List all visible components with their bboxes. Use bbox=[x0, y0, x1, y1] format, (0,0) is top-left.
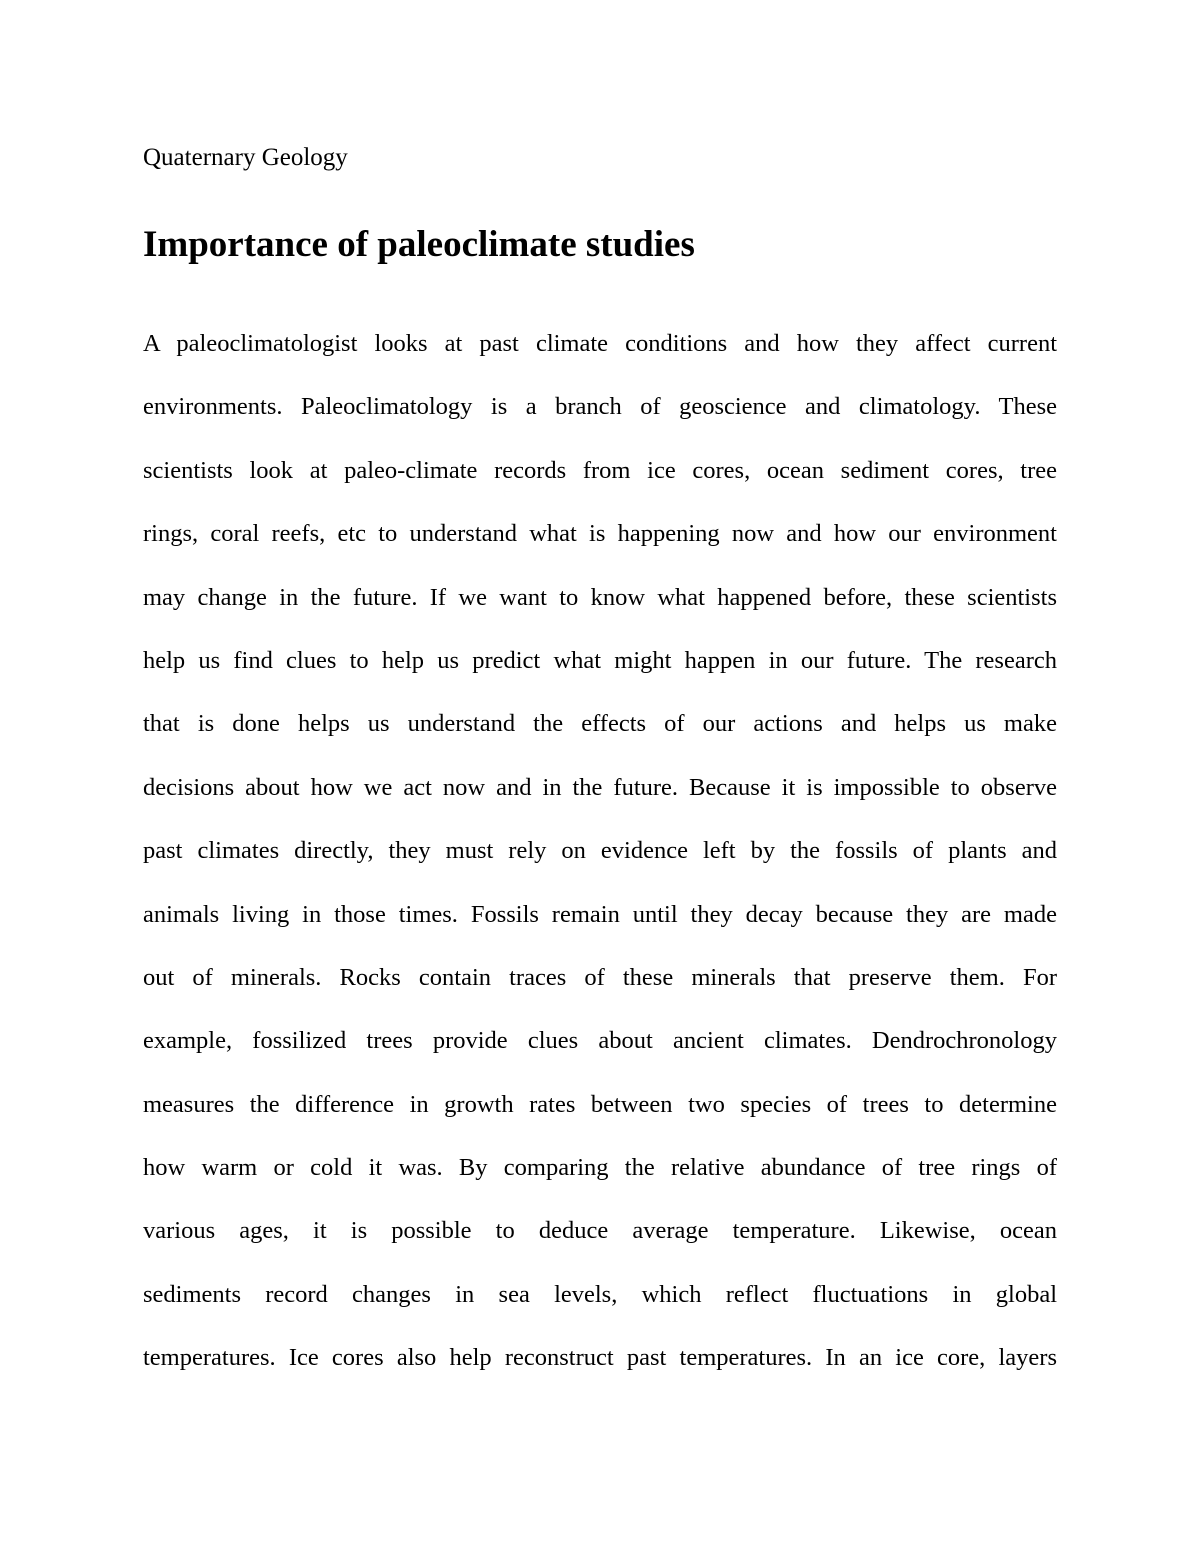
paragraph-line: A paleoclimatologist looks at past climate conditions and how they affect current bbox=[143, 330, 1057, 357]
paragraph-line: temperatures. Ice cores also help reconstruct past temperatures. In an ice core, layers bbox=[143, 1344, 1057, 1372]
paragraph-line: animals living in those times. Fossils remain until they decay because they are made bbox=[143, 900, 1057, 928]
paragraph-line: past climates directly, they must rely on evidence left by the fossils of plants and bbox=[143, 837, 1057, 865]
paragraph-line: decisions about how we act now and in the future. Because it is impossible to observe bbox=[143, 773, 1057, 801]
course-name: Quaternary Geology bbox=[143, 144, 348, 171]
paragraph-line: example, fossilized trees provide clues about ancient climates. Dendrochronology bbox=[143, 1027, 1057, 1055]
paragraph-line: sediments record changes in sea levels, which reflect fluctuations in global bbox=[143, 1280, 1057, 1308]
paragraph-line: scientists look at paleo-climate records from ice cores, ocean sediment cores, tree bbox=[143, 456, 1057, 484]
paragraph-line: rings, coral reefs, etc to understand what is happening now and how our environment bbox=[143, 520, 1057, 548]
paragraph-line: measures the difference in growth rates between two species of trees to determine bbox=[143, 1090, 1057, 1118]
body-paragraph bbox=[143, 325, 1057, 1403]
paragraph-line: various ages, it is possible to deduce average temperature. Likewise, ocean bbox=[143, 1217, 1057, 1245]
paragraph-line: may change in the future. If we want to know what happened before, these scientists bbox=[143, 583, 1057, 611]
paragraph-line: that is done helps us understand the effects of our actions and helps us make bbox=[143, 710, 1057, 738]
paragraph-line: out of minerals. Rocks contain traces of these minerals that preserve them. For bbox=[143, 963, 1057, 991]
paragraph-line: how warm or cold it was. By comparing the relative abundance of tree rings of bbox=[143, 1154, 1057, 1182]
paragraph-line: environments. Paleoclimatology is a branch of geoscience and climatology. These bbox=[143, 393, 1057, 421]
paragraph-line: help us find clues to help us predict what might happen in our future. The research bbox=[143, 646, 1057, 674]
page-title: Importance of paleoclimate studies bbox=[143, 224, 695, 265]
